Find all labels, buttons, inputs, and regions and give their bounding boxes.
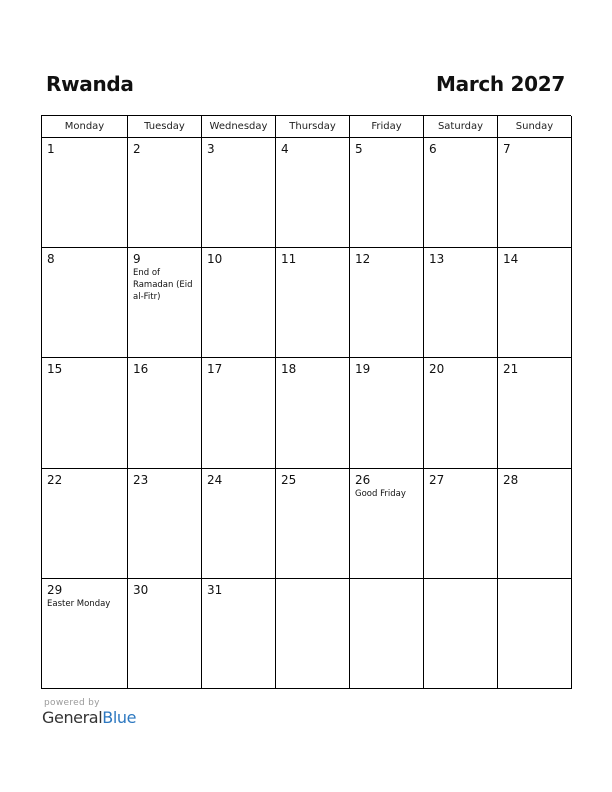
day-cell bbox=[202, 469, 276, 579]
weekday-header-thursday: Thursday bbox=[276, 116, 350, 138]
day-cell bbox=[42, 138, 128, 248]
day-number: 26 bbox=[355, 472, 371, 487]
weekday-header-saturday: Saturday bbox=[424, 116, 498, 138]
day-number: 5 bbox=[355, 142, 363, 156]
calendar-grid bbox=[41, 115, 571, 689]
day-number: 20 bbox=[429, 362, 445, 377]
day-cell bbox=[276, 579, 350, 689]
day-number: 19 bbox=[355, 362, 371, 377]
day-cell bbox=[498, 358, 572, 468]
day-cell bbox=[276, 469, 350, 579]
day-cell bbox=[202, 138, 276, 248]
day-cell bbox=[202, 248, 276, 358]
day-cell bbox=[350, 248, 424, 358]
brand-part-general: General bbox=[42, 708, 103, 727]
weekday-header-monday: Monday bbox=[42, 116, 128, 138]
holiday-event: End of Ramadan (Eid al-Fitr) bbox=[133, 268, 193, 303]
day-number: 7 bbox=[503, 142, 511, 156]
day-number: 14 bbox=[503, 252, 519, 267]
weekday-header-tuesday: Tuesday bbox=[128, 116, 202, 138]
day-number: 31 bbox=[207, 582, 223, 597]
day-number: 4 bbox=[281, 142, 289, 156]
day-cell bbox=[424, 248, 498, 358]
day-cell bbox=[202, 358, 276, 468]
day-cell bbox=[128, 469, 202, 579]
holiday-event: Good Friday bbox=[355, 488, 406, 499]
calendar-country-title: Rwanda bbox=[46, 72, 134, 96]
day-cell bbox=[350, 138, 424, 248]
day-number: 9 bbox=[133, 252, 141, 267]
day-cell bbox=[42, 248, 128, 358]
day-number: 18 bbox=[281, 362, 297, 377]
day-cell bbox=[350, 579, 424, 689]
day-cell bbox=[350, 358, 424, 468]
day-cell bbox=[424, 579, 498, 689]
day-cell bbox=[128, 579, 202, 689]
day-cell bbox=[128, 358, 202, 468]
day-cell bbox=[424, 138, 498, 248]
day-number: 28 bbox=[503, 472, 519, 487]
day-number: 11 bbox=[281, 252, 297, 267]
day-number: 1 bbox=[47, 142, 55, 156]
day-cell bbox=[424, 358, 498, 468]
day-number: 12 bbox=[355, 252, 371, 267]
powered-by-label: powered by bbox=[44, 698, 100, 708]
day-number: 21 bbox=[503, 362, 519, 377]
generalblue-logo bbox=[42, 708, 136, 728]
day-cell bbox=[424, 469, 498, 579]
weekday-header-friday: Friday bbox=[350, 116, 424, 138]
day-number: 10 bbox=[207, 252, 223, 267]
day-number: 3 bbox=[207, 142, 215, 156]
day-number: 25 bbox=[281, 472, 297, 487]
day-number: 2 bbox=[133, 142, 141, 156]
weekday-header-sunday: Sunday bbox=[498, 116, 572, 138]
day-cell bbox=[276, 248, 350, 358]
day-cell bbox=[42, 579, 128, 689]
day-number: 22 bbox=[47, 472, 63, 487]
day-cell bbox=[42, 469, 128, 579]
holiday-event: Easter Monday bbox=[47, 598, 111, 609]
day-cell bbox=[498, 248, 572, 358]
day-cell bbox=[128, 248, 202, 358]
day-number: 6 bbox=[429, 142, 437, 156]
day-number: 8 bbox=[47, 252, 55, 267]
day-number: 16 bbox=[133, 362, 149, 377]
day-cell bbox=[128, 138, 202, 248]
day-number: 24 bbox=[207, 472, 223, 487]
day-cell bbox=[498, 579, 572, 689]
day-cell bbox=[498, 138, 572, 248]
day-number: 13 bbox=[429, 252, 445, 267]
day-number: 23 bbox=[133, 472, 149, 487]
day-number: 29 bbox=[47, 582, 63, 597]
weekday-header-wednesday: Wednesday bbox=[202, 116, 276, 138]
day-cell bbox=[276, 358, 350, 468]
calendar-month-title: March 2027 bbox=[436, 72, 565, 96]
day-number: 30 bbox=[133, 582, 149, 597]
day-number: 15 bbox=[47, 362, 63, 377]
day-cell bbox=[276, 138, 350, 248]
day-cell bbox=[202, 579, 276, 689]
day-cell bbox=[498, 469, 572, 579]
day-number: 17 bbox=[207, 362, 223, 377]
day-number: 27 bbox=[429, 472, 445, 487]
day-cell bbox=[42, 358, 128, 468]
brand-part-blue: Blue bbox=[102, 708, 137, 727]
day-cell bbox=[350, 469, 424, 579]
